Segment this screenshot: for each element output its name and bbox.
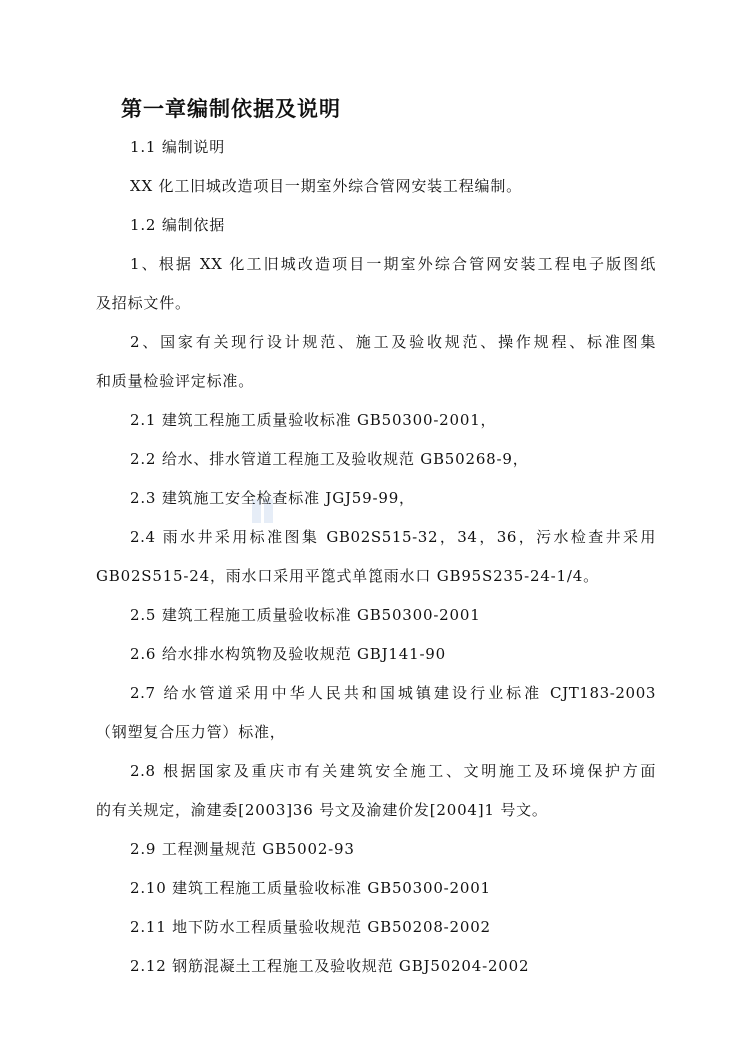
list-item: 2.2 给水、排水管道工程施工及验收规范 GB50268-9， [130,450,529,468]
list-item: 2.3 建筑施工安全检查标准 JGJ59-99， [130,489,415,507]
chapter-title: 第一章编制依据及说明 [121,97,341,121]
paragraph-line: 2、国家有关现行设计规范、施工及验收规范、操作规程、标准图集 [130,333,656,351]
paragraph-line: 及招标文件。 [96,294,191,312]
list-item-continuation: （钢塑复合压力管）标准， [96,723,286,741]
list-item-continuation: 的有关规定，渝建委[2003]36 号文及渝建价发[2004]1 号文。 [96,801,548,819]
paragraph-line: 和质量检验评定标准。 [96,372,255,390]
list-item: 2.12 钢筋混凝土工程施工及验收规范 GBJ50204-2002 [130,957,530,975]
list-item: 2.5 建筑工程施工质量验收标准 GB50300-2001 [130,606,481,624]
list-item: 2.10 建筑工程施工质量验收标准 GB50300-2001 [130,879,491,897]
list-item-continuation: GB02S515-24，雨水口采用平箆式单箆雨水口 GB95S235-24-1/4。 [96,567,599,585]
section-heading-1-1: 1.1 编制说明 [130,138,226,156]
paragraph-line: 1、根据 XX 化工旧城改造项目一期室外综合管网安装工程电子版图纸 [130,255,656,273]
list-item: 2.9 工程测量规范 GB5002-93 [130,840,355,858]
list-item: 2.4 雨水井采用标准图集 GB02S515-32，34，36，污水检查井采用 [130,528,656,546]
list-item: 2.11 地下防水工程质量验收规范 GB50208-2002 [130,918,491,936]
paragraph-line: XX 化工旧城改造项目一期室外综合管网安装工程编制。 [130,177,522,195]
list-item: 2.6 给水排水构筑物及验收规范 GBJ141-90 [130,645,446,663]
list-item: 2.1 建筑工程施工质量验收标准 GB50300-2001， [130,411,497,429]
list-item: 2.8 根据国家及重庆市有关建筑安全施工、文明施工及环境保护方面 [130,762,656,780]
section-heading-1-2: 1.2 编制依据 [130,216,226,234]
list-item: 2.7 给水管道采用中华人民共和国城镇建设行业标准 CJT183-2003 [130,684,656,702]
